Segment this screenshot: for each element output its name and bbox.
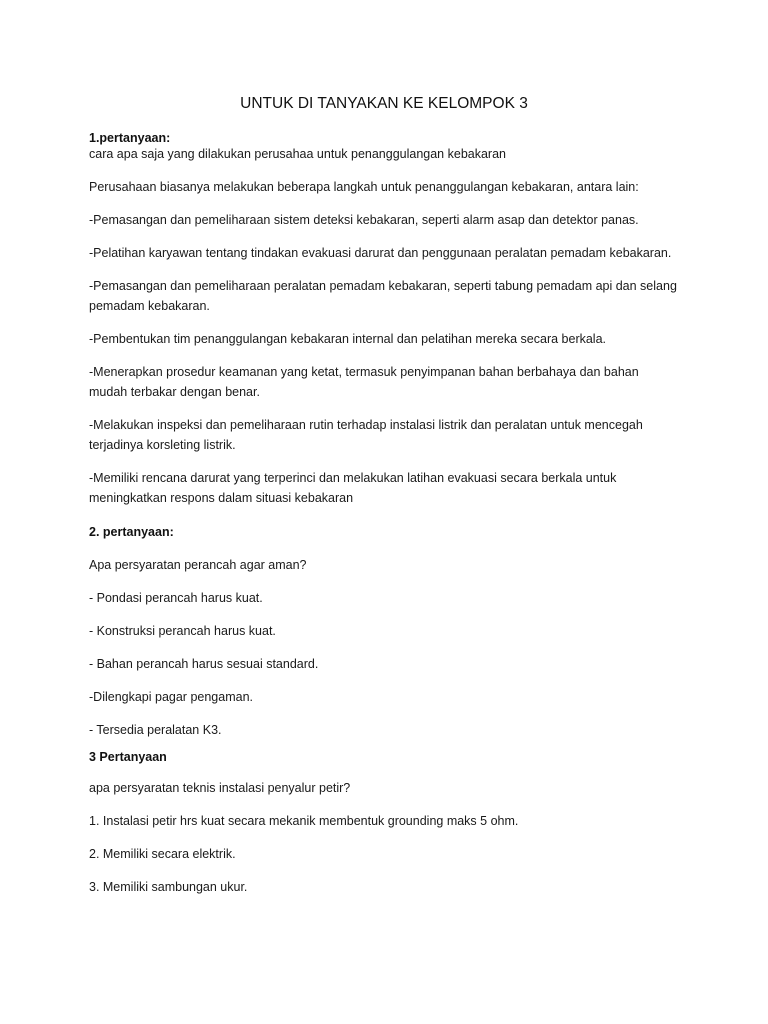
question-1-intro: Perusahaan biasanya melakukan beberapa langkah untuk penanggulangan kebakaran, antara lain: <box>89 180 639 194</box>
answer-point: -Menerapkan prosedur keamanan yang ketat, termasuk penyimpanan bahan berbahaya dan bahan mudah terbakar dengan benar. <box>89 365 639 399</box>
answer-point: -Memiliki rencana darurat yang terperinci dan melakukan latihan evakuasi secara berkala untuk meningkatkan respons dalam situasi kebakaran <box>89 471 617 505</box>
question-2-heading: 2. pertanyaan: <box>89 525 174 539</box>
question-1-heading: 1.pertanyaan: <box>89 131 171 145</box>
answer-point: -Dilengkapi pagar pengaman. <box>89 690 253 704</box>
question-3-heading: 3 Pertanyaan <box>89 750 167 764</box>
question-1-text: cara apa saja yang dilakukan perusahaa untuk penanggulangan kebakaran <box>89 147 506 161</box>
answer-point: 1. Instalasi petir hrs kuat secara mekanik membentuk grounding maks 5 ohm. <box>89 814 519 828</box>
answer-point: - Pondasi perancah harus kuat. <box>89 591 263 605</box>
answer-point: - Konstruksi perancah harus kuat. <box>89 624 276 638</box>
answer-point: 2. Memiliki secara elektrik. <box>89 847 236 861</box>
answer-point: - Tersedia peralatan K3. <box>89 723 222 737</box>
answer-point: -Pembentukan tim penanggulangan kebakaran internal dan pelatihan mereka secara berkala. <box>89 332 607 346</box>
answer-point: -Pemasangan dan pemeliharaan peralatan pemadam kebakaran, seperti tabung pemadam api dan selang pemadam kebakaran. <box>89 279 677 313</box>
answer-point: - Bahan perancah harus sesuai standard. <box>89 657 319 671</box>
document-title: UNTUK DI TANYAKAN KE KELOMPOK 3 <box>240 95 528 112</box>
question-2-text: Apa persyaratan perancah agar aman? <box>89 558 307 572</box>
answer-point: 3. Memiliki sambungan ukur. <box>89 880 248 894</box>
document-body <box>89 130 679 897</box>
answer-point: -Pemasangan dan pemeliharaan sistem deteksi kebakaran, seperti alarm asap dan detektor panas. <box>89 213 639 227</box>
answer-point: -Melakukan inspeksi dan pemeliharaan rutin terhadap instalasi listrik dan peralatan untuk mencegah terjadinya korsleting listrik. <box>89 418 643 452</box>
answer-point: -Pelatihan karyawan tentang tindakan evakuasi darurat dan penggunaan peralatan pemadam kebakaran. <box>89 246 672 260</box>
question-3-text: apa persyaratan teknis instalasi penyalur petir? <box>89 781 351 795</box>
